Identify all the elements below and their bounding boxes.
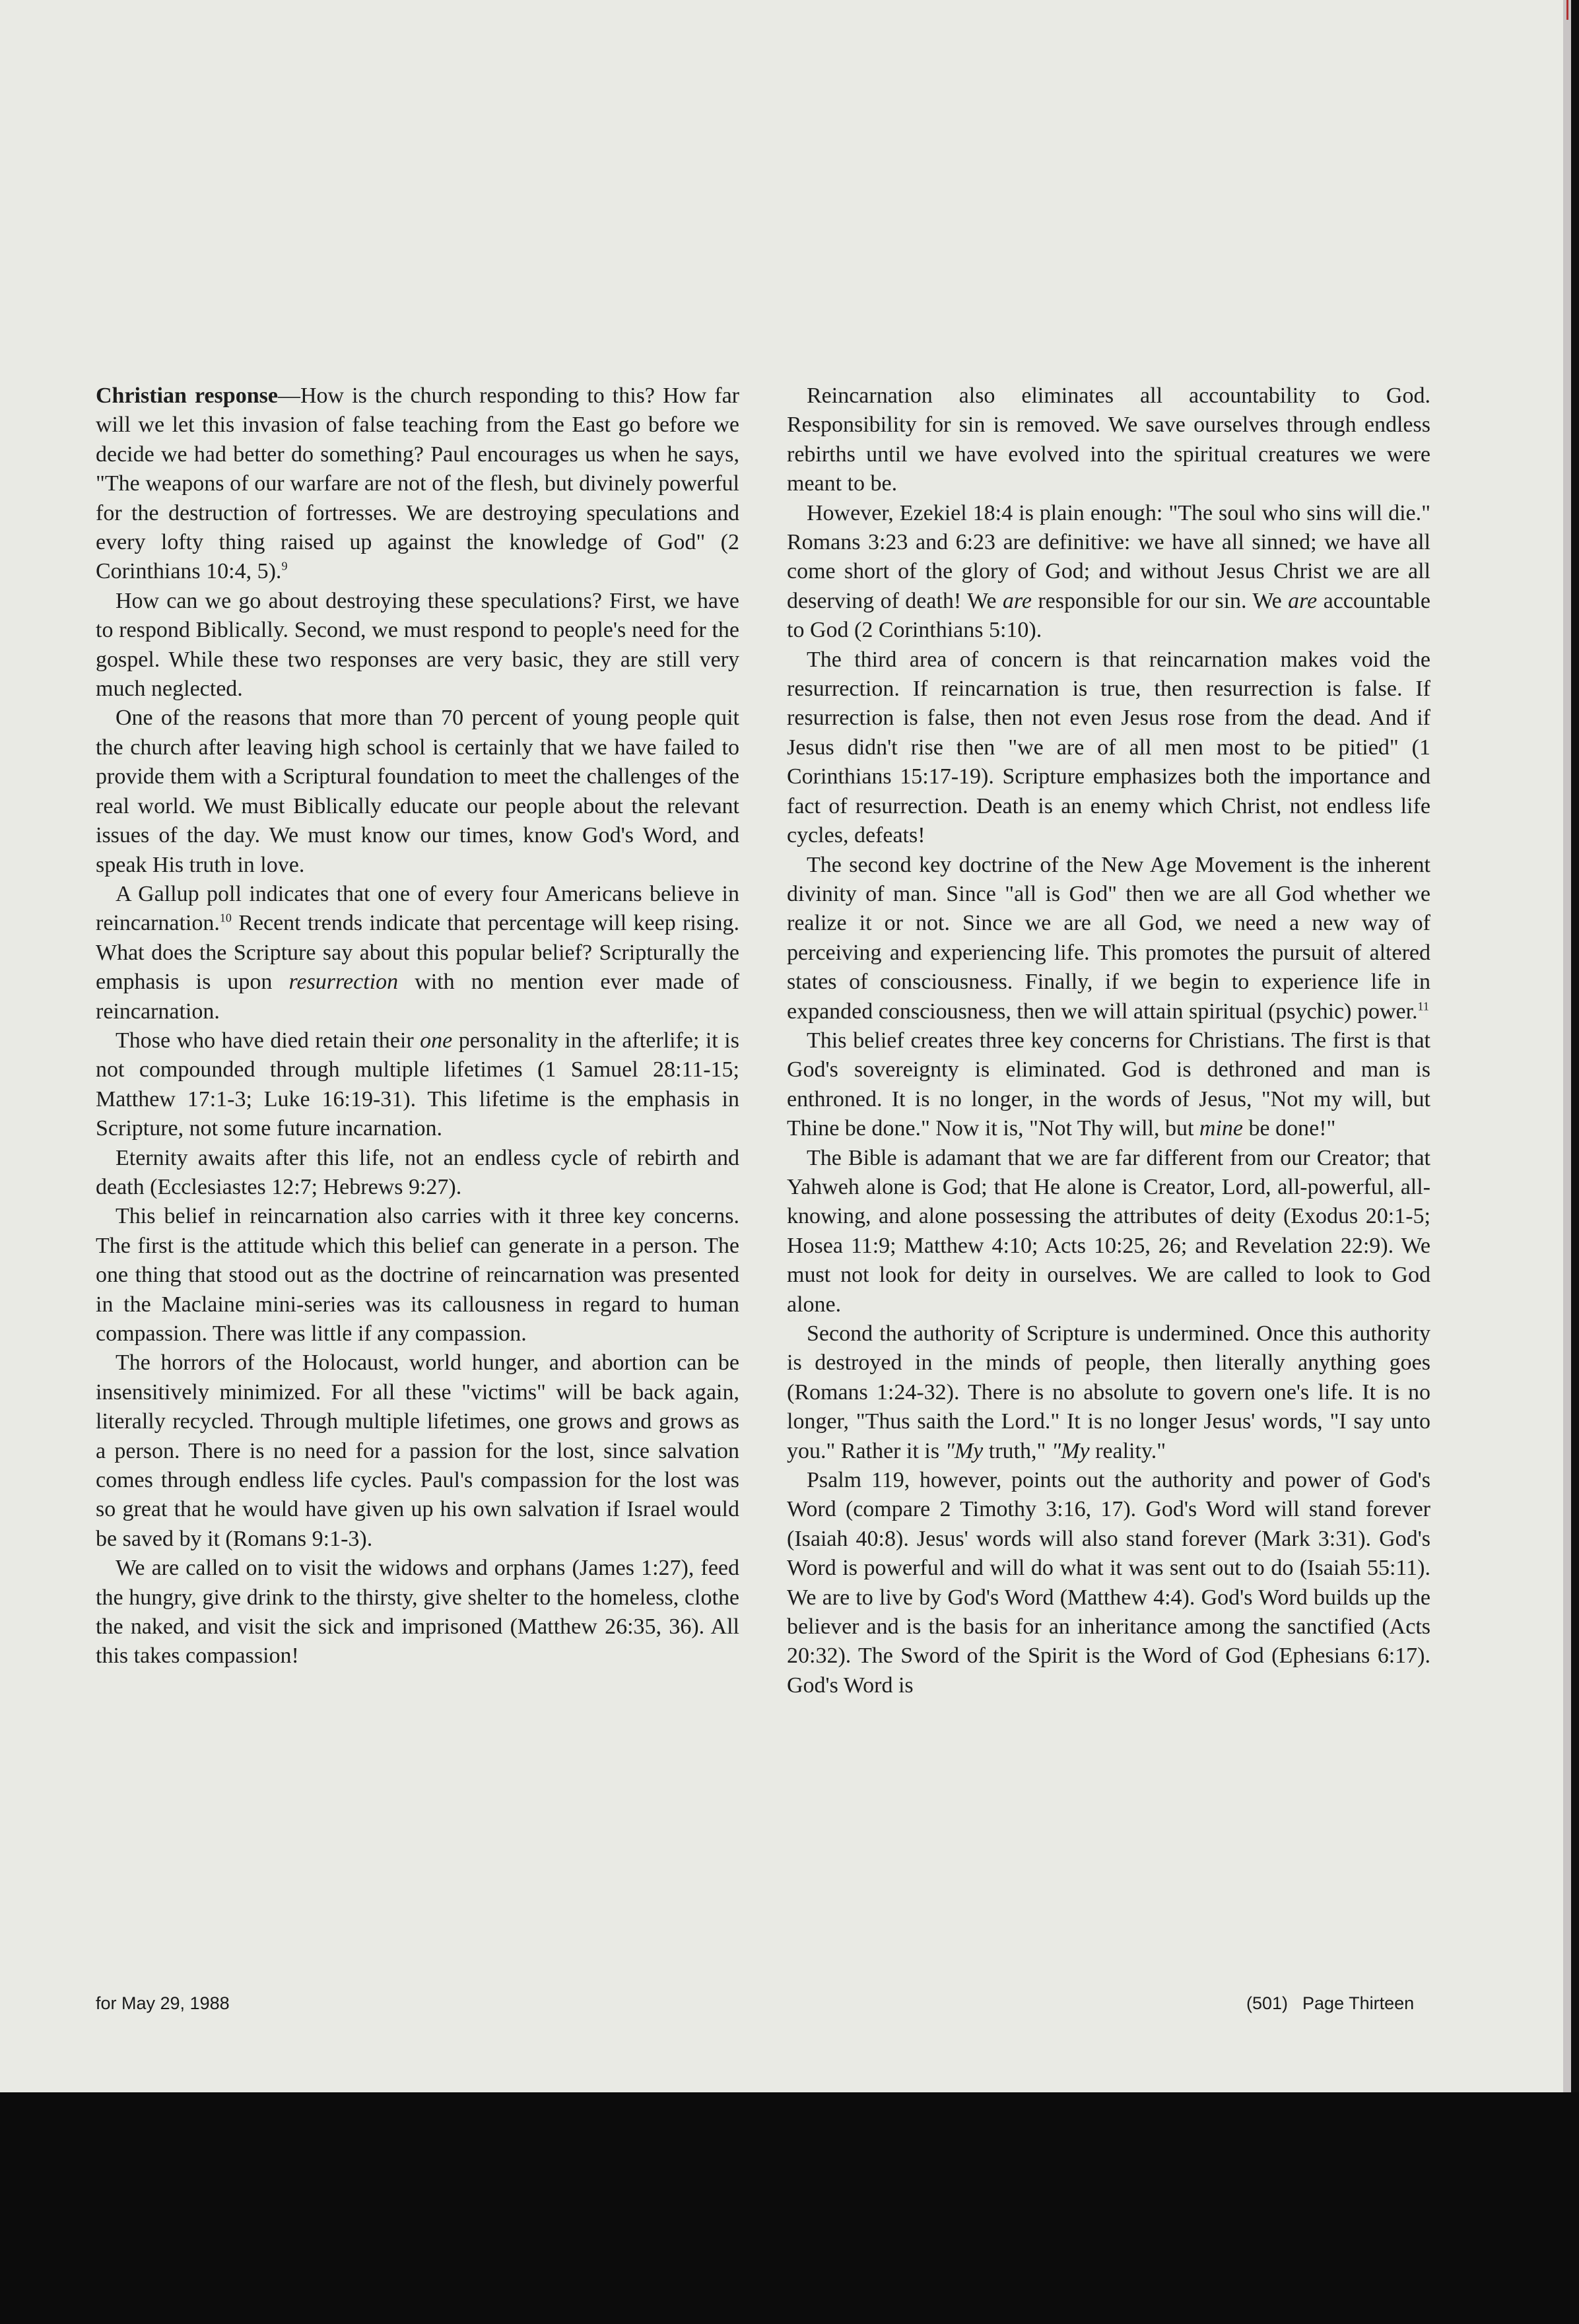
section-lead: Christian response — [96, 383, 278, 408]
paragraph: However, Ezekiel 18:4 is plain enough: "The soul who sins will die." Romans 3:23 and 6:23 are definitive: we have all sinned; we have all come short of the glory of God; and without Jesus Christ we are all deserving of death! We are responsible for our sin. We are accountable to God (2 Corinthians 5:10). — [787, 500, 1430, 643]
paragraph: This belief creates three key concerns for Christians. The first is that God's sovereignty is eliminated. God is dethroned and man is enthroned. It is no longer, in the words of Jesus, "Not my will, but Thine be done." Now it is, "Not Thy will, but mine be done!" — [787, 1028, 1430, 1141]
paragraph: Those who have died retain their one personality in the afterlife; it is not compounded through multiple lifetimes (1 Samuel 28:11-15; Matthew 17:1-3; Luke 16:19-31). This lifetime is the emphasis in Scripture, not some future incarnation. — [96, 1028, 739, 1141]
page-label: Page Thirteen — [1302, 1993, 1415, 2013]
paragraph: The horrors of the Holocaust, world hunger, and abortion can be insensitively minimized. For all these "victims" will be back again, literally recycled. Through multiple lifetimes, one grows and grows as a person. There is no need for a passion for the lost, since salvation comes through endless life cycles. Paul's compassion for the lost was so great that he would have given up his own salvation if Israel would be saved by it (Romans 9:1-3). — [96, 1350, 739, 1551]
paragraph: This belief in reincarnation also carries with it three key concerns. The first is the attitude which this belief can generate in a person. The one thing that stood out as the doctrine of reincarnation was presented in the Maclaine mini-series was its callousness in regard to human compassion. There was little if any compassion. — [96, 1204, 739, 1346]
paragraph: Reincarnation also eliminates all accountability to God. Responsibility for sin is removed. We save ourselves through endless rebirths until we have evolved into the spiritual creatures we were meant to be. — [787, 383, 1430, 496]
footnote-ref: 9 — [281, 560, 288, 574]
left-column — [96, 382, 739, 1671]
paragraph: The Bible is adamant that we are far different from our Creator; that Yahweh alone is God; that He alone is Creator, Lord, all-powerful, all-knowing, and alone possessing the attributes of deity (Exodus 20:1-5; Hosea 11:9; Matthew 4:10; Acts 10:25, 26; and Revelation 22:9). We must not look for deity in ourselves. We are called to look to God alone. — [787, 1145, 1430, 1317]
paragraph: A Gallup poll indicates that one of every four Americans believe in reincarnation.$^{10}$ Recent trends indicate that percentage will keep rising. What does the Scripture say about this popular belief? Scripturally the emphasis is upon resurrection with no mention ever made of reincarnation. — [96, 881, 739, 1024]
issue-number: (501) — [1246, 1993, 1289, 2013]
paragraph: Eternity awaits after this life, not an endless cycle of rebirth and death (Ecclesiastes 12:7; Hebrews 9:27). — [96, 1145, 739, 1199]
page-edge-mark — [1566, 0, 1568, 20]
paragraph: Second the authority of Scripture is undermined. Once this authority is destroyed in the minds of people, then literally anything goes (Romans 1:24-32). There is no absolute to govern one's life. It is no longer, "Thus saith the Lord." It is no longer Jesus' words, "I say unto you." Rather it is "My truth," "My reality." — [787, 1321, 1430, 1463]
paragraph: One of the reasons that more than 70 percent of young people quit the church after leaving high school is certainly that we have failed to provide them with a Scriptural foundation to meet the challenges of the real world. We must Biblically educate our people about the relevant issues of the day. We must know our times, know God's Word, and speak His truth in love. — [96, 706, 739, 877]
paragraph: Christian response—How is the church responding to this? How far will we let this invasion of false teaching from the East go before we decide we had better do something? Paul encourages us when he says, "The weapons of our warfare are not of the flesh, but divinely powerful for the destruction of fortresses. We are destroying speculations and every lofty thing raised up against the knowledge of God" (2 Corinthians 10:4, 5).$^9$ — [96, 383, 739, 584]
footer-date: for May 29, 1988 — [96, 1993, 230, 2013]
dark-background — [0, 2092, 1579, 2324]
show-through-title — [165, 106, 1419, 195]
paragraph: How can we go about destroying these speculations? First, we have to respond Biblically. Second, we must respond to people's need for the gospel. While these two responses are very basic, they are still very much neglected. — [96, 588, 739, 702]
paragraph: We are called on to visit the widows and orphans (James 1:27), feed the hungry, give drink to the thirsty, give shelter to the homeless, clothe the naked, and visit the sick and imprisoned (Matthew 26:35, 36). All this takes compassion! — [96, 1556, 739, 1669]
right-column — [787, 382, 1430, 1700]
paragraph: The second key doctrine of the New Age Movement is the inherent divinity of man. Since "all is God" then we are all God whether we realize it or not. Since we are all God, we need a new way of perceiving and experiencing life. This promotes the pursuit of altered states of consciousness. Finally, if we begin to experience life in expanded consciousness, then we will attain spiritual (psychic) power.$^{11}$ — [787, 852, 1430, 1024]
footer-page-number — [1246, 1993, 1414, 2014]
paragraph: The third area of concern is that reincarnation makes void the resurrection. If reincarnation is true, then resurrection is false. If resurrection is false, then not even Jesus rose from the dead. And if Jesus didn't rise then "we are of all men most to be pitied" (1 Corinthians 15:17-19). Scripture emphasizes both the importance and fact of resurrection. Death is an enemy which Christ, not endless life cycles, defeats! — [787, 647, 1430, 848]
paragraph: Psalm 119, however, points out the authority and power of God's Word (compare 2 Timothy 3:16, 17). God's Word will stand forever (Isaiah 40:8). Jesus' words will also stand forever (Mark 3:31). God's Word is powerful and will do what it was sent out to do (Isaiah 55:11). We are to live by God's Word (Matthew 4:4). God's Word builds up the believer and is the basis for an inheritance among the sanctified (Acts 20:32). The Sword of the Spirit is the Word of God (Ephesians 6:17). God's Word is — [787, 1468, 1430, 1698]
footnote-ref: 11 — [1417, 999, 1429, 1013]
footnote-ref: 10 — [219, 911, 232, 925]
page-edge — [1563, 0, 1571, 2092]
